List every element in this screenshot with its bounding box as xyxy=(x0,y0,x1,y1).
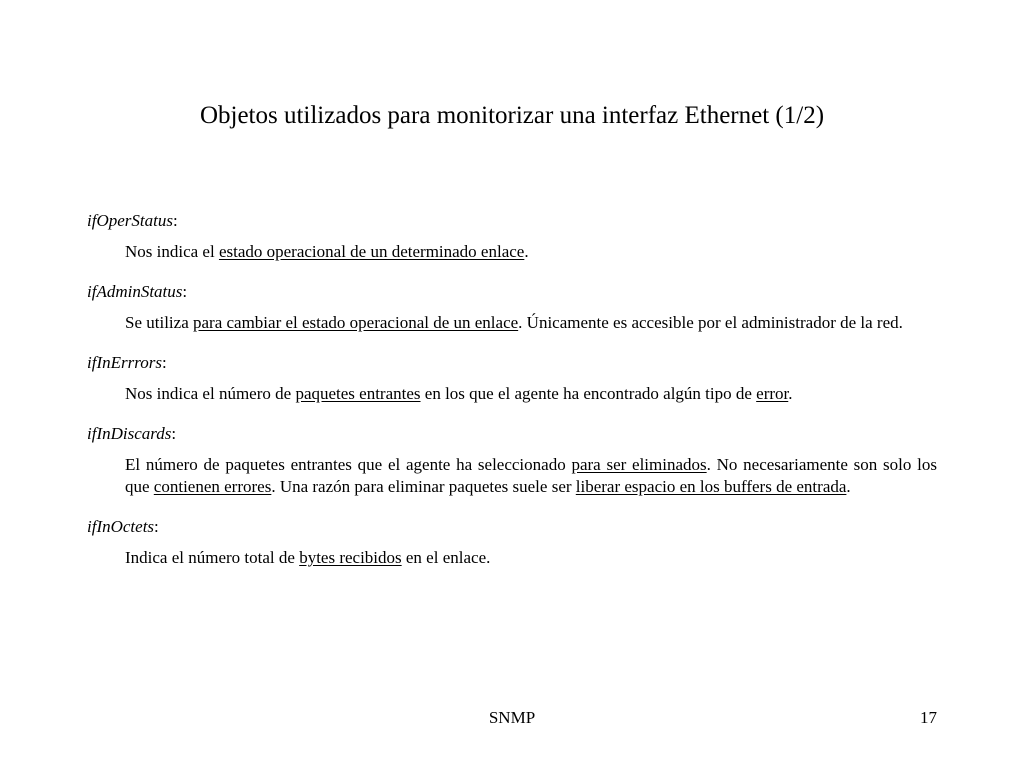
footer-label: SNMP xyxy=(488,708,536,727)
entry-term: ifInDiscards xyxy=(87,424,172,443)
term-colon: : xyxy=(154,517,159,536)
desc-text: . xyxy=(846,477,851,496)
entry-ifadminstatus xyxy=(87,281,937,334)
entry-description xyxy=(125,454,937,498)
term-colon: : xyxy=(161,353,167,372)
underlined-phrase: liberar espacio en los buffers de entrada xyxy=(575,477,847,496)
term-colon: : xyxy=(172,211,178,230)
desc-text: Indica el número total de xyxy=(125,548,300,567)
desc-text: . No necesariamente son solo los que xyxy=(125,455,937,496)
desc-text: . Únicamente es accesible por el administrador de la red. xyxy=(518,313,903,332)
underlined-phrase: error xyxy=(756,384,789,403)
definition-list xyxy=(87,210,937,569)
desc-text: . xyxy=(524,242,529,261)
entry-ifinoctets xyxy=(87,516,937,569)
desc-text: . Una razón para eliminar paquetes suele ser xyxy=(271,477,576,496)
entry-ifindiscards xyxy=(87,423,937,498)
underlined-phrase: estado operacional de un determinado enlace xyxy=(218,242,525,261)
entry-description xyxy=(125,241,937,263)
underlined-phrase: para ser eliminados xyxy=(571,455,707,474)
underlined-phrase: paquetes entrantes xyxy=(295,384,421,403)
page-number: 17 xyxy=(920,708,937,727)
entry-ifoperstatus xyxy=(87,210,937,263)
entry-term: ifAdminStatus xyxy=(87,282,183,301)
entry-description xyxy=(125,383,937,405)
entry-term: ifOperStatus xyxy=(87,211,173,230)
underlined-phrase: contienen errores xyxy=(153,477,272,496)
desc-text: El número de paquetes entrantes que el agente ha seleccionado xyxy=(125,455,572,474)
desc-text: Se utiliza xyxy=(125,313,193,332)
entry-ifinerrrors xyxy=(87,352,937,405)
entry-term: ifInOctets xyxy=(87,517,155,536)
desc-text: . xyxy=(788,384,793,403)
entry-term: ifInErrrors xyxy=(87,353,162,372)
underlined-phrase: bytes recibidos xyxy=(299,548,402,567)
desc-text: en el enlace. xyxy=(401,548,491,567)
underlined-phrase: para cambiar el estado operacional de un enlace xyxy=(192,313,519,332)
desc-text: Nos indica el xyxy=(125,242,219,261)
entry-description xyxy=(125,312,937,334)
entry-description xyxy=(125,547,937,569)
desc-text: en los que el agente ha encontrado algún tipo de xyxy=(420,384,757,403)
desc-text: Nos indica el número de xyxy=(125,384,296,403)
slide-title: Objetos utilizados para monitorizar una interfaz Ethernet (1/2) xyxy=(199,102,825,129)
term-colon: : xyxy=(182,282,188,301)
term-colon: : xyxy=(171,424,177,443)
